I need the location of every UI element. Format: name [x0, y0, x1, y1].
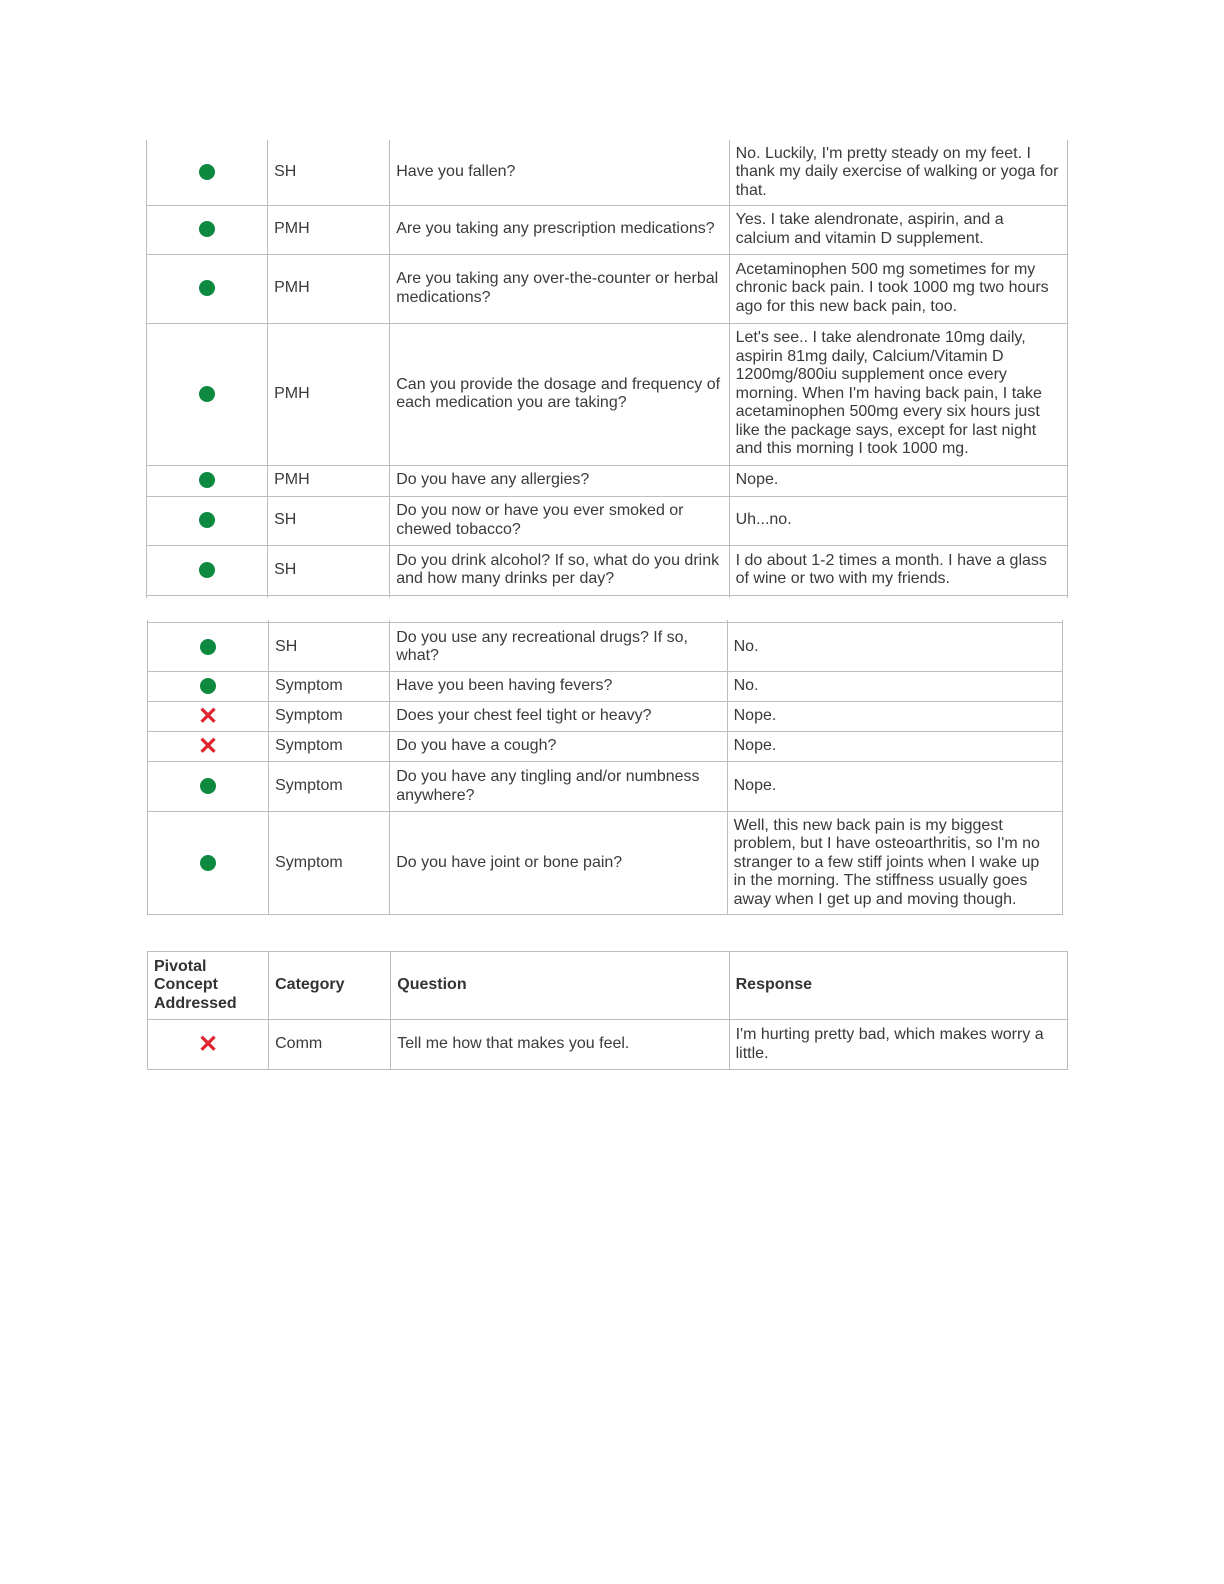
table-row: [148, 812, 1063, 915]
question-cell: Do you have a cough?: [390, 732, 727, 762]
question-cell: Can you provide the dosage and frequency of each medication you are taking?: [390, 323, 729, 465]
question-cell: Do you have any allergies?: [390, 465, 729, 496]
table-row: [148, 672, 1063, 702]
response-cell: Nope.: [727, 762, 1062, 812]
category-cell: SH: [268, 140, 390, 205]
green-dot-icon: [200, 639, 216, 655]
status-cell: [147, 205, 268, 254]
category-cell: PMH: [268, 205, 390, 254]
category-cell: Symptom: [269, 672, 390, 702]
status-cell: [148, 812, 269, 915]
header-pivotal-concept: Pivotal Concept Addressed: [148, 952, 269, 1020]
status-cell: [148, 672, 269, 702]
communication-table: [147, 951, 1068, 1070]
category-cell: SH: [268, 545, 390, 595]
category-cell: Symptom: [269, 812, 390, 915]
green-dot-icon: [199, 386, 215, 402]
status-cell: [148, 702, 269, 732]
table-row: [147, 205, 1068, 254]
category-cell: PMH: [268, 323, 390, 465]
red-x-icon: ✕: [198, 702, 219, 730]
table-row: [148, 1020, 1068, 1070]
status-cell: [147, 545, 268, 595]
response-cell: No. Luckily, I'm pretty steady on my feet. I thank my daily exercise of walking or yoga for that.: [729, 140, 1067, 205]
table-row: [147, 545, 1068, 595]
question-cell: Do you have any tingling and/or numbness anywhere?: [390, 762, 727, 812]
response-cell: Nope.: [727, 732, 1062, 762]
status-cell: [148, 732, 269, 762]
response-cell: Nope.: [727, 702, 1062, 732]
response-cell: Let's see.. I take alendronate 10mg daily, aspirin 81mg daily, Calcium/Vitamin D 1200mg/800iu supplement once every morning. When I'm having back pain, I take acetaminophen 500mg every six hours just like the package says, except for last night and this morning I took 1000 mg.: [729, 323, 1067, 465]
table-row: [147, 254, 1068, 323]
status-cell: [148, 1020, 269, 1070]
table-row: [147, 465, 1068, 496]
green-dot-icon: [199, 221, 215, 237]
status-cell: [148, 623, 269, 672]
category-cell: PMH: [268, 254, 390, 323]
question-cell: Have you been having fevers?: [390, 672, 727, 702]
response-cell: Nope.: [729, 465, 1067, 496]
response-cell: Uh...no.: [729, 496, 1067, 545]
response-cell: Yes. I take alendronate, aspirin, and a calcium and vitamin D supplement.: [729, 205, 1067, 254]
table-row: [147, 323, 1068, 465]
header-question: Question: [391, 952, 729, 1020]
response-cell: Well, this new back pain is my biggest problem, but I have osteoarthritis, so I'm no stranger to a few stiff joints when I wake up in the morning. The stiffness usually goes away when I get up and moving though.: [727, 812, 1062, 915]
green-dot-icon: [199, 164, 215, 180]
header-response: Response: [729, 952, 1067, 1020]
table-header-row: [148, 952, 1068, 1020]
category-cell: SH: [269, 623, 390, 672]
green-dot-icon: [199, 562, 215, 578]
red-x-icon: ✕: [198, 1030, 219, 1058]
response-cell: I do about 1-2 times a month. I have a glass of wine or two with my friends.: [729, 545, 1067, 595]
status-cell: [147, 140, 268, 205]
status-cell: [148, 762, 269, 812]
green-dot-icon: [200, 678, 216, 694]
question-cell: Do you use any recreational drugs? If so, what?: [390, 623, 727, 672]
status-cell: [147, 254, 268, 323]
category-cell: Comm: [269, 1020, 391, 1070]
question-cell: Do you drink alcohol? If so, what do you drink and how many drinks per day?: [390, 545, 729, 595]
question-cell: Do you have joint or bone pain?: [390, 812, 727, 915]
response-cell: Acetaminophen 500 mg sometimes for my chronic back pain. I took 1000 mg two hours ago for this new back pain, too.: [729, 254, 1067, 323]
red-x-icon: ✕: [198, 732, 219, 760]
status-cell: [147, 496, 268, 545]
table-row: [147, 140, 1068, 205]
table-row: [147, 496, 1068, 545]
table-row: [148, 623, 1063, 672]
question-cell: Are you taking any prescription medications?: [390, 205, 729, 254]
question-cell: Tell me how that makes you feel.: [391, 1020, 729, 1070]
response-cell: I'm hurting pretty bad, which makes worry a little.: [729, 1020, 1067, 1070]
question-cell: Do you now or have you ever smoked or chewed tobacco?: [390, 496, 729, 545]
status-cell: [147, 465, 268, 496]
green-dot-icon: [200, 855, 216, 871]
response-cell: No.: [727, 623, 1062, 672]
category-cell: PMH: [268, 465, 390, 496]
header-category: Category: [269, 952, 391, 1020]
response-cell: No.: [727, 672, 1062, 702]
category-cell: Symptom: [269, 762, 390, 812]
history-table-part-2: [147, 620, 1063, 915]
category-cell: Symptom: [269, 702, 390, 732]
table-row: [148, 732, 1063, 762]
question-cell: Have you fallen?: [390, 140, 729, 205]
category-cell: Symptom: [269, 732, 390, 762]
green-dot-icon: [199, 472, 215, 488]
table-row: [148, 702, 1063, 732]
table-row: [148, 762, 1063, 812]
table-row-cut: [147, 595, 1068, 598]
question-cell: Does your chest feel tight or heavy?: [390, 702, 727, 732]
green-dot-icon: [200, 778, 216, 794]
green-dot-icon: [199, 280, 215, 296]
category-cell: SH: [268, 496, 390, 545]
history-table-part-1: [146, 140, 1068, 598]
green-dot-icon: [199, 512, 215, 528]
question-cell: Are you taking any over-the-counter or herbal medications?: [390, 254, 729, 323]
status-cell: [147, 323, 268, 465]
